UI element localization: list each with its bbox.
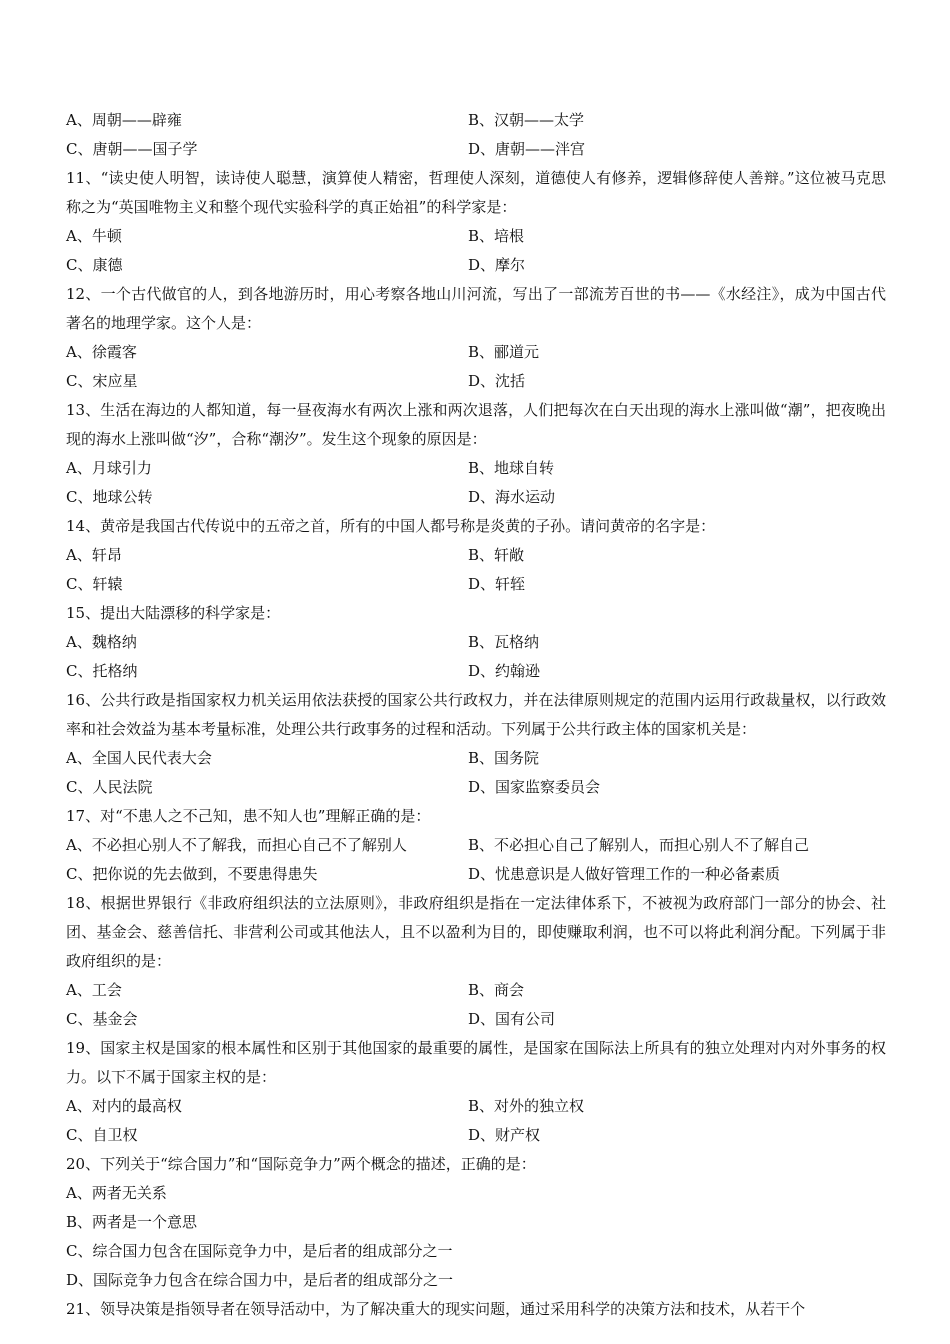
answer-option: A、周朝——辟雍 xyxy=(66,111,182,129)
answer-option: D、唐朝——泮宫 xyxy=(468,140,586,158)
answer-option: A、工会 xyxy=(66,981,122,999)
answer-option: A、魏格纳 xyxy=(66,633,137,651)
option-row xyxy=(66,251,886,280)
question-block xyxy=(66,1034,886,1150)
option-row xyxy=(66,773,886,802)
answer-option: C、地球公转 xyxy=(66,488,153,506)
question-block xyxy=(66,1150,886,1295)
answer-option: C、人民法院 xyxy=(66,778,153,796)
answer-option: B、商会 xyxy=(468,981,525,999)
answer-option: D、忧患意识是人做好管理工作的一种必备素质 xyxy=(468,865,781,883)
answer-option: B、两者是一个意思 xyxy=(66,1213,198,1231)
answer-option: A、两者无关系 xyxy=(66,1184,167,1202)
answer-option: C、唐朝——国子学 xyxy=(66,140,198,158)
question-block xyxy=(66,802,886,889)
question-stem: 21、领导决策是指领导者在领导活动中，为了解决重大的现实问题，通过采用科学的决策方法和技术，从若干个 xyxy=(66,1300,806,1318)
option-row xyxy=(66,483,886,512)
question-stem: 15、提出大陆漂移的科学家是： xyxy=(66,604,281,622)
answer-option: C、自卫权 xyxy=(66,1126,138,1144)
option-row xyxy=(66,135,886,164)
answer-option: D、轩轾 xyxy=(468,575,526,593)
option-row xyxy=(66,976,886,1005)
answer-option: B、国务院 xyxy=(468,749,540,767)
answer-option: C、轩辕 xyxy=(66,575,123,593)
answer-option: A、轩昂 xyxy=(66,546,122,564)
answer-option: C、托格纳 xyxy=(66,662,138,680)
question-block xyxy=(66,164,886,280)
answer-option: D、国有公司 xyxy=(468,1010,556,1028)
question-block xyxy=(66,512,886,599)
answer-option: D、国家监察委员会 xyxy=(468,778,601,796)
answer-option: C、把你说的先去做到，不要患得患失 xyxy=(66,865,318,883)
question-block xyxy=(66,889,886,1034)
question-block xyxy=(66,396,886,512)
question-stem: 20、下列关于“综合国力”和“国际竞争力”两个概念的描述，正确的是： xyxy=(66,1155,536,1173)
option-row xyxy=(66,541,886,570)
answer-option: B、汉朝——太学 xyxy=(468,111,585,129)
answer-option: C、宋应星 xyxy=(66,372,138,390)
question-stem: 19、国家主权是国家的根本属性和区别于其他国家的最重要的属性，是国家在国际法上所具有的独立处理对内对外事务的权力。以下不属于国家主权的是： xyxy=(66,1039,886,1086)
answer-option: D、约翰逊 xyxy=(468,662,541,680)
answer-option: A、徐霞客 xyxy=(66,343,137,361)
question-block xyxy=(66,280,886,396)
option-row xyxy=(66,1092,886,1121)
question-stem: 16、公共行政是指国家权力机关运用依法获授的国家公共行政权力，并在法律原则规定的范围内运用行政裁量权，以行政效率和社会效益为基本考量标准，处理公共行政事务的过程和活动。下列属于公共行政主体的国家机关是： xyxy=(66,691,886,738)
answer-option: B、培根 xyxy=(468,227,525,245)
answer-option: B、郦道元 xyxy=(468,343,540,361)
option-row xyxy=(66,338,886,367)
option-row xyxy=(66,570,886,599)
question-list xyxy=(66,106,886,1324)
answer-option: C、康德 xyxy=(66,256,123,274)
answer-option: C、基金会 xyxy=(66,1010,138,1028)
question-stem: 12、一个古代做官的人，到各地游历时，用心考察各地山川河流，写出了一部流芳百世的书——《水经注》，成为中国古代著名的地理学家。这个人是： xyxy=(66,285,886,332)
option-row xyxy=(66,1121,886,1150)
answer-option: A、月球引力 xyxy=(66,459,152,477)
option-row xyxy=(66,1005,886,1034)
option-row xyxy=(66,628,886,657)
question-block xyxy=(66,106,886,164)
answer-option: A、不必担心别人不了解我，而担心自己不了解别人 xyxy=(66,836,407,854)
answer-option: B、瓦格纳 xyxy=(468,633,540,651)
option-row xyxy=(66,831,886,860)
option-row xyxy=(66,222,886,251)
answer-option: D、摩尔 xyxy=(468,256,526,274)
answer-option: B、轩敞 xyxy=(468,546,525,564)
question-block xyxy=(66,686,886,802)
answer-option: D、海水运动 xyxy=(468,488,556,506)
question-stem: 17、对“不患人之不己知，患不知人也”理解正确的是： xyxy=(66,807,431,825)
answer-option: D、沈括 xyxy=(468,372,526,390)
answer-option: B、地球自转 xyxy=(468,459,555,477)
question-block xyxy=(66,599,886,686)
option-row xyxy=(66,657,886,686)
option-row xyxy=(66,367,886,396)
answer-option: A、对内的最高权 xyxy=(66,1097,182,1115)
question-stem: 13、生活在海边的人都知道，每一昼夜海水有两次上涨和两次退落，人们把每次在白天出现的海水上涨叫做“潮”，把夜晚出现的海水上涨叫做“汐”，合称“潮汐”。发生这个现象的原因是： xyxy=(66,401,886,448)
answer-option: A、牛顿 xyxy=(66,227,122,245)
answer-option: D、国际竞争力包含在综合国力中，是后者的组成部分之一 xyxy=(66,1271,454,1289)
question-stem: 14、黄帝是我国古代传说中的五帝之首，所有的中国人都号称是炎黄的子孙。请问黄帝的名字是： xyxy=(66,517,716,535)
option-row xyxy=(66,744,886,773)
option-row xyxy=(66,454,886,483)
question-block xyxy=(66,1295,886,1324)
option-row xyxy=(66,106,886,135)
question-stem: 11、“读史使人明智，读诗使人聪慧，演算使人精密，哲理使人深刻，道德使人有修养，逻辑修辞使人善辩。”这位被马克思称之为“英国唯物主义和整个现代实验科学的真正始祖”的科学家是： xyxy=(66,169,886,216)
answer-option: D、财产权 xyxy=(468,1126,541,1144)
answer-option: B、对外的独立权 xyxy=(468,1097,585,1115)
question-stem: 18、根据世界银行《非政府组织法的立法原则》，非政府组织是指在一定法律体系下，不被视为政府部门一部分的协会、社团、基金会、慈善信托、非营利公司或其他法人，且不以盈利为目的，即使赚取利润，也不可以将此利润分配。下列属于非政府组织的是： xyxy=(66,894,886,970)
answer-option: C、综合国力包含在国际竞争力中，是后者的组成部分之一 xyxy=(66,1242,453,1260)
option-row xyxy=(66,860,886,889)
answer-option: A、全国人民代表大会 xyxy=(66,749,212,767)
answer-option: B、不必担心自己了解别人，而担心别人不了解自己 xyxy=(468,836,810,854)
